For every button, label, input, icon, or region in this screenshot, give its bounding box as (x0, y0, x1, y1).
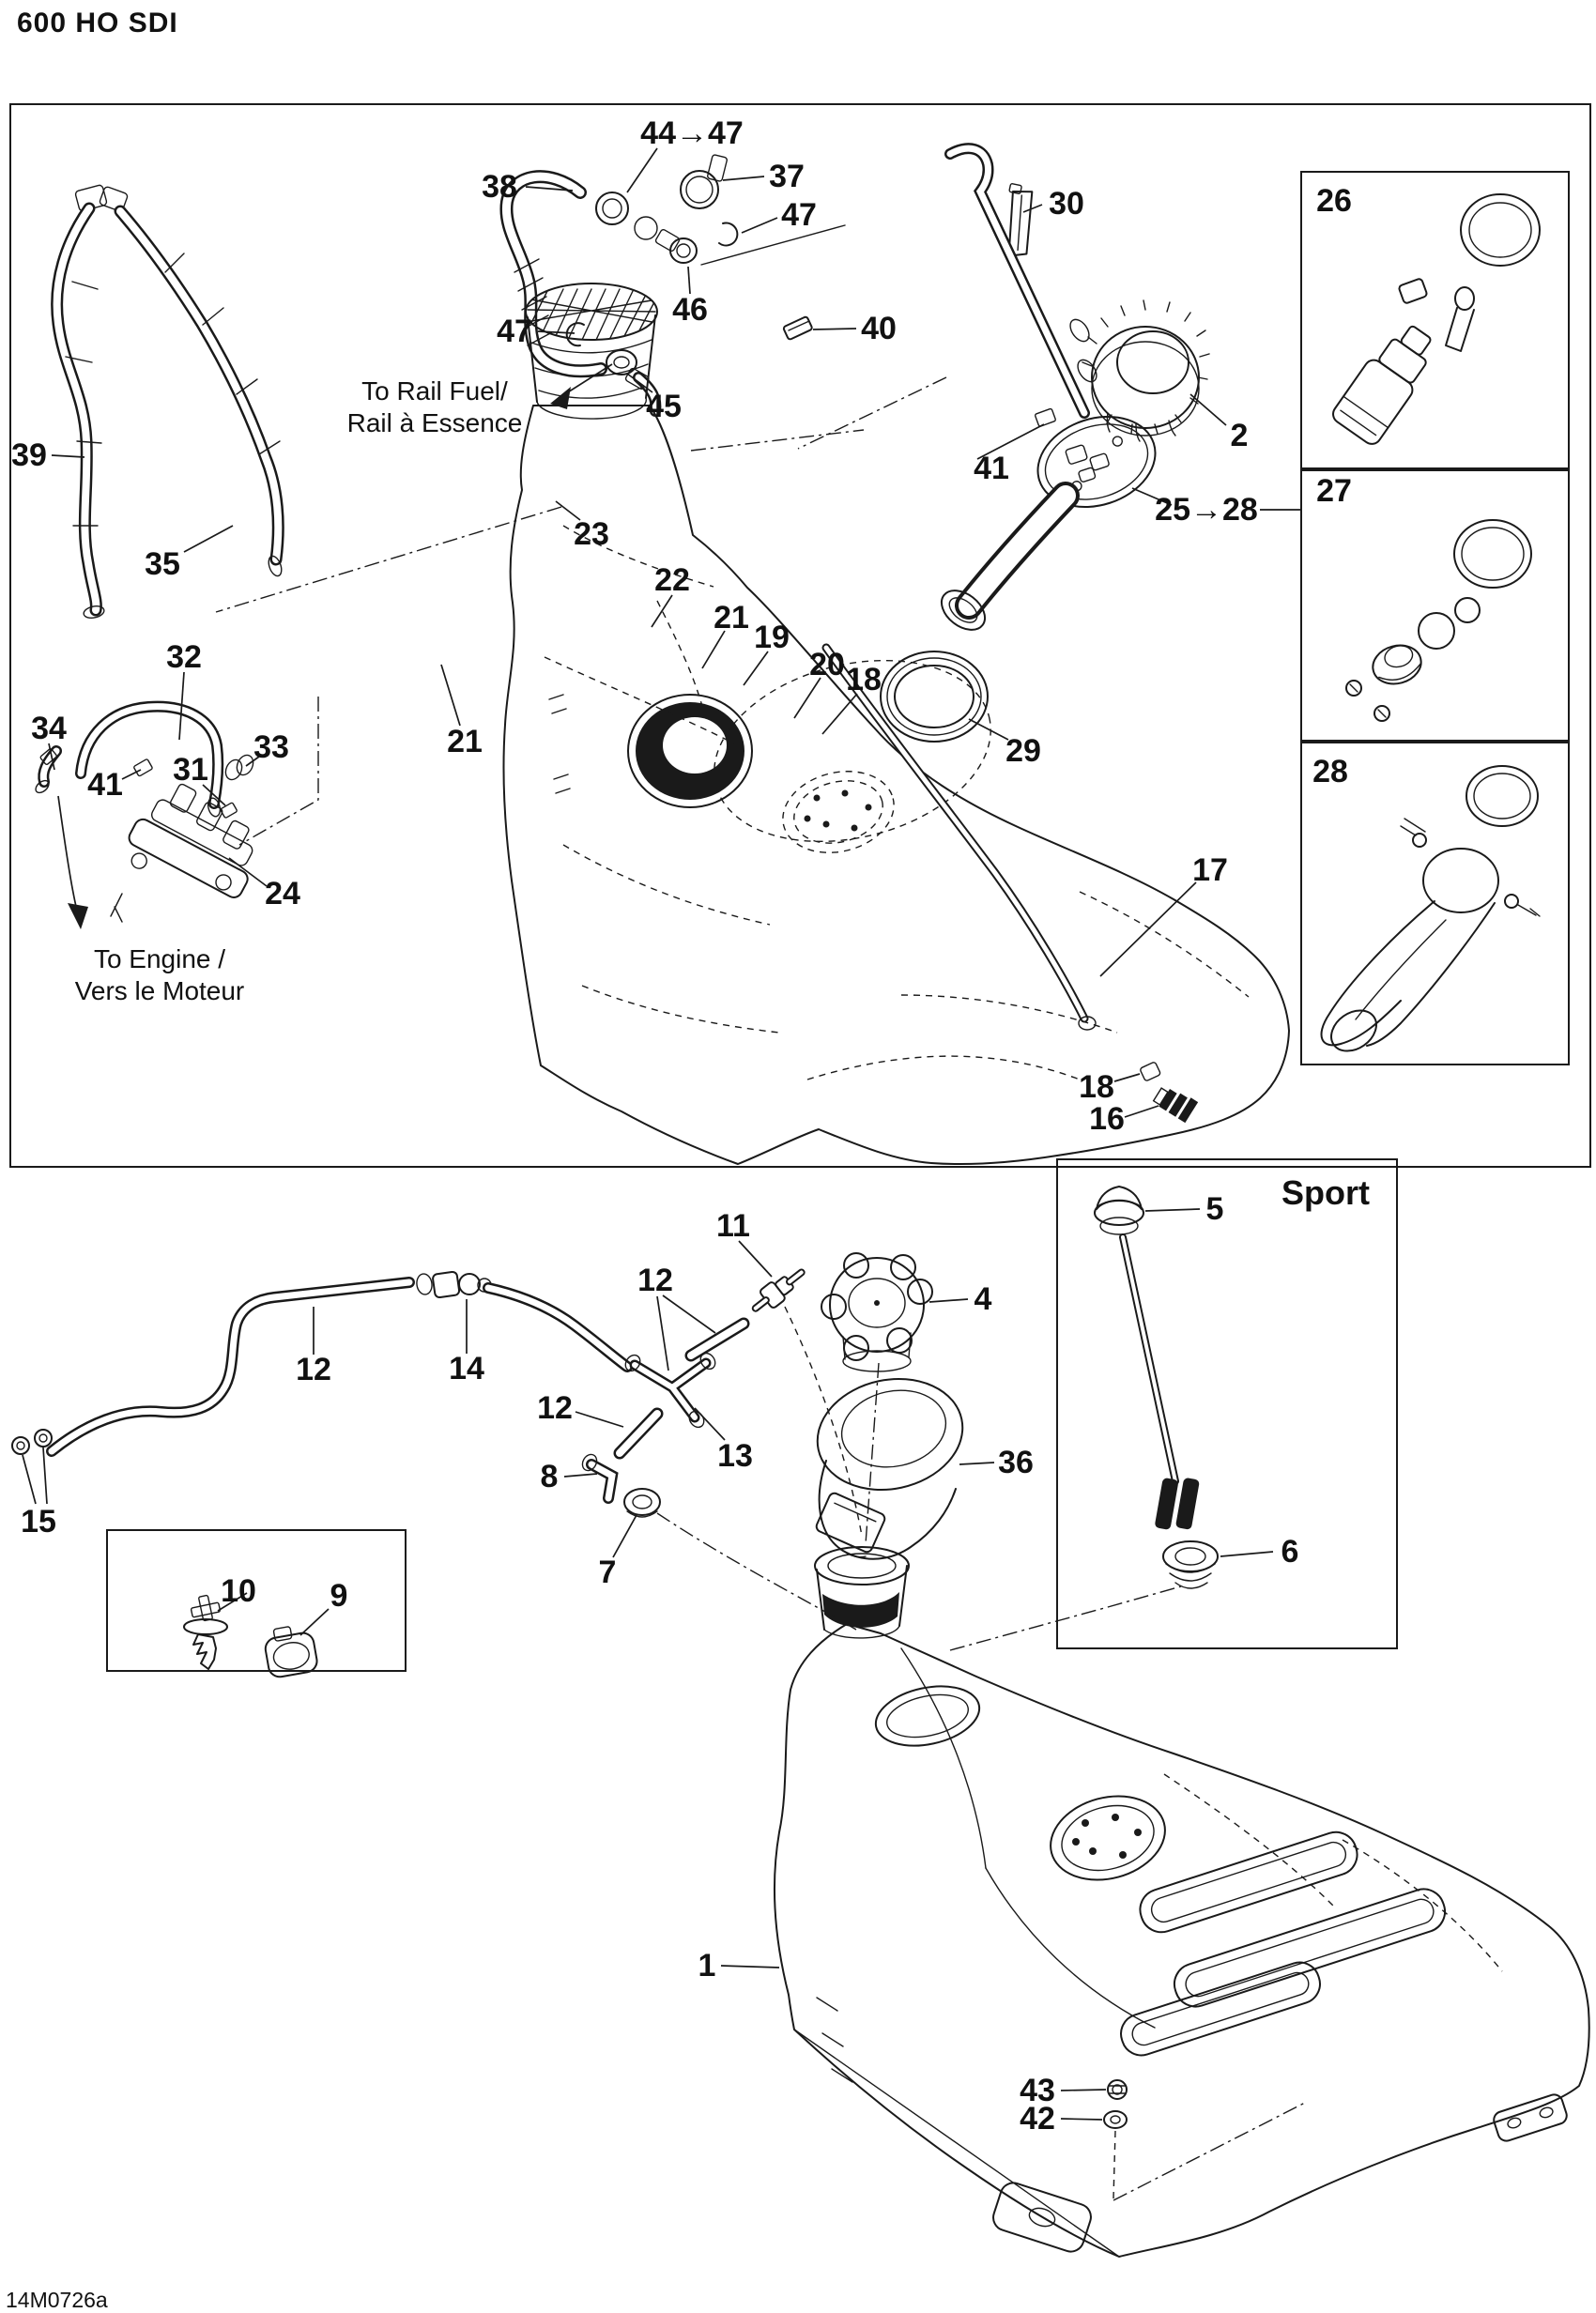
callout-38: 38 (482, 169, 517, 205)
callout-12-low: 12 (537, 1390, 573, 1426)
callout-35: 35 (145, 546, 180, 582)
callout-9: 9 (330, 1578, 348, 1614)
callout-22: 22 (654, 562, 690, 598)
callout-36: 36 (998, 1445, 1034, 1480)
callout-4: 4 (974, 1281, 992, 1317)
callout-12-top: 12 (637, 1263, 673, 1298)
to-rail-fuel-line1: To Rail Fuel/ (361, 376, 508, 406)
callout-8: 8 (540, 1459, 559, 1494)
callout-20: 20 (809, 647, 845, 682)
callout-30: 30 (1049, 186, 1084, 222)
callout-34: 34 (31, 711, 67, 746)
callout-47-left: 47 (497, 314, 532, 349)
callout-6: 6 (1281, 1534, 1299, 1570)
callout-21-mid: 21 (714, 600, 749, 636)
callout-31: 31 (173, 752, 208, 788)
callout-28: 28 (1312, 754, 1348, 789)
callout-10: 10 (221, 1573, 256, 1609)
callout-16: 16 (1089, 1101, 1125, 1137)
sport-label: Sport (1281, 1173, 1370, 1212)
callout-37: 37 (769, 159, 805, 194)
callout-14: 14 (449, 1351, 484, 1386)
to-engine-line2: Vers le Moteur (74, 975, 245, 1005)
callout-33: 33 (253, 729, 289, 765)
callout-40: 40 (861, 311, 897, 346)
callout-17: 17 (1192, 852, 1228, 888)
callout-12-mid: 12 (296, 1352, 331, 1387)
callout-32: 32 (166, 639, 202, 675)
callout-23: 23 (574, 516, 609, 552)
callout-21-left: 21 (447, 724, 483, 759)
callout-18-low: 18 (1079, 1069, 1114, 1105)
callout-45: 45 (646, 389, 682, 424)
callout-39: 39 (11, 437, 47, 473)
callout-15: 15 (21, 1504, 56, 1539)
to-rail-fuel-line2: Rail à Essence (346, 407, 523, 437)
callout-5: 5 (1205, 1191, 1224, 1227)
page-title: 600 HO SDI (17, 8, 178, 38)
callout-19: 19 (754, 620, 790, 655)
callout-2: 2 (1230, 418, 1249, 453)
callout-24: 24 (265, 876, 300, 911)
callout-7: 7 (598, 1555, 617, 1590)
callout-47-top: 47 (781, 197, 817, 233)
callout-41-left: 41 (87, 767, 123, 803)
footer-part-code: 14M0726a (6, 2288, 108, 2312)
callout-18-top: 18 (846, 662, 882, 697)
callout-41-right: 41 (974, 451, 1009, 486)
callout-42: 42 (1020, 2101, 1055, 2137)
callout-29: 29 (1005, 733, 1041, 769)
callout-25-28: 25→28 (1155, 492, 1258, 528)
callout-27: 27 (1316, 473, 1352, 509)
callout-44-47: 44→47 (640, 115, 744, 151)
callout-11: 11 (716, 1208, 750, 1244)
callout-1: 1 (698, 1948, 716, 1984)
callout-26: 26 (1316, 183, 1352, 219)
callout-46: 46 (672, 292, 708, 328)
callout-43: 43 (1020, 2073, 1055, 2108)
to-engine-line1: To Engine / (93, 944, 226, 973)
callout-13: 13 (717, 1438, 753, 1474)
